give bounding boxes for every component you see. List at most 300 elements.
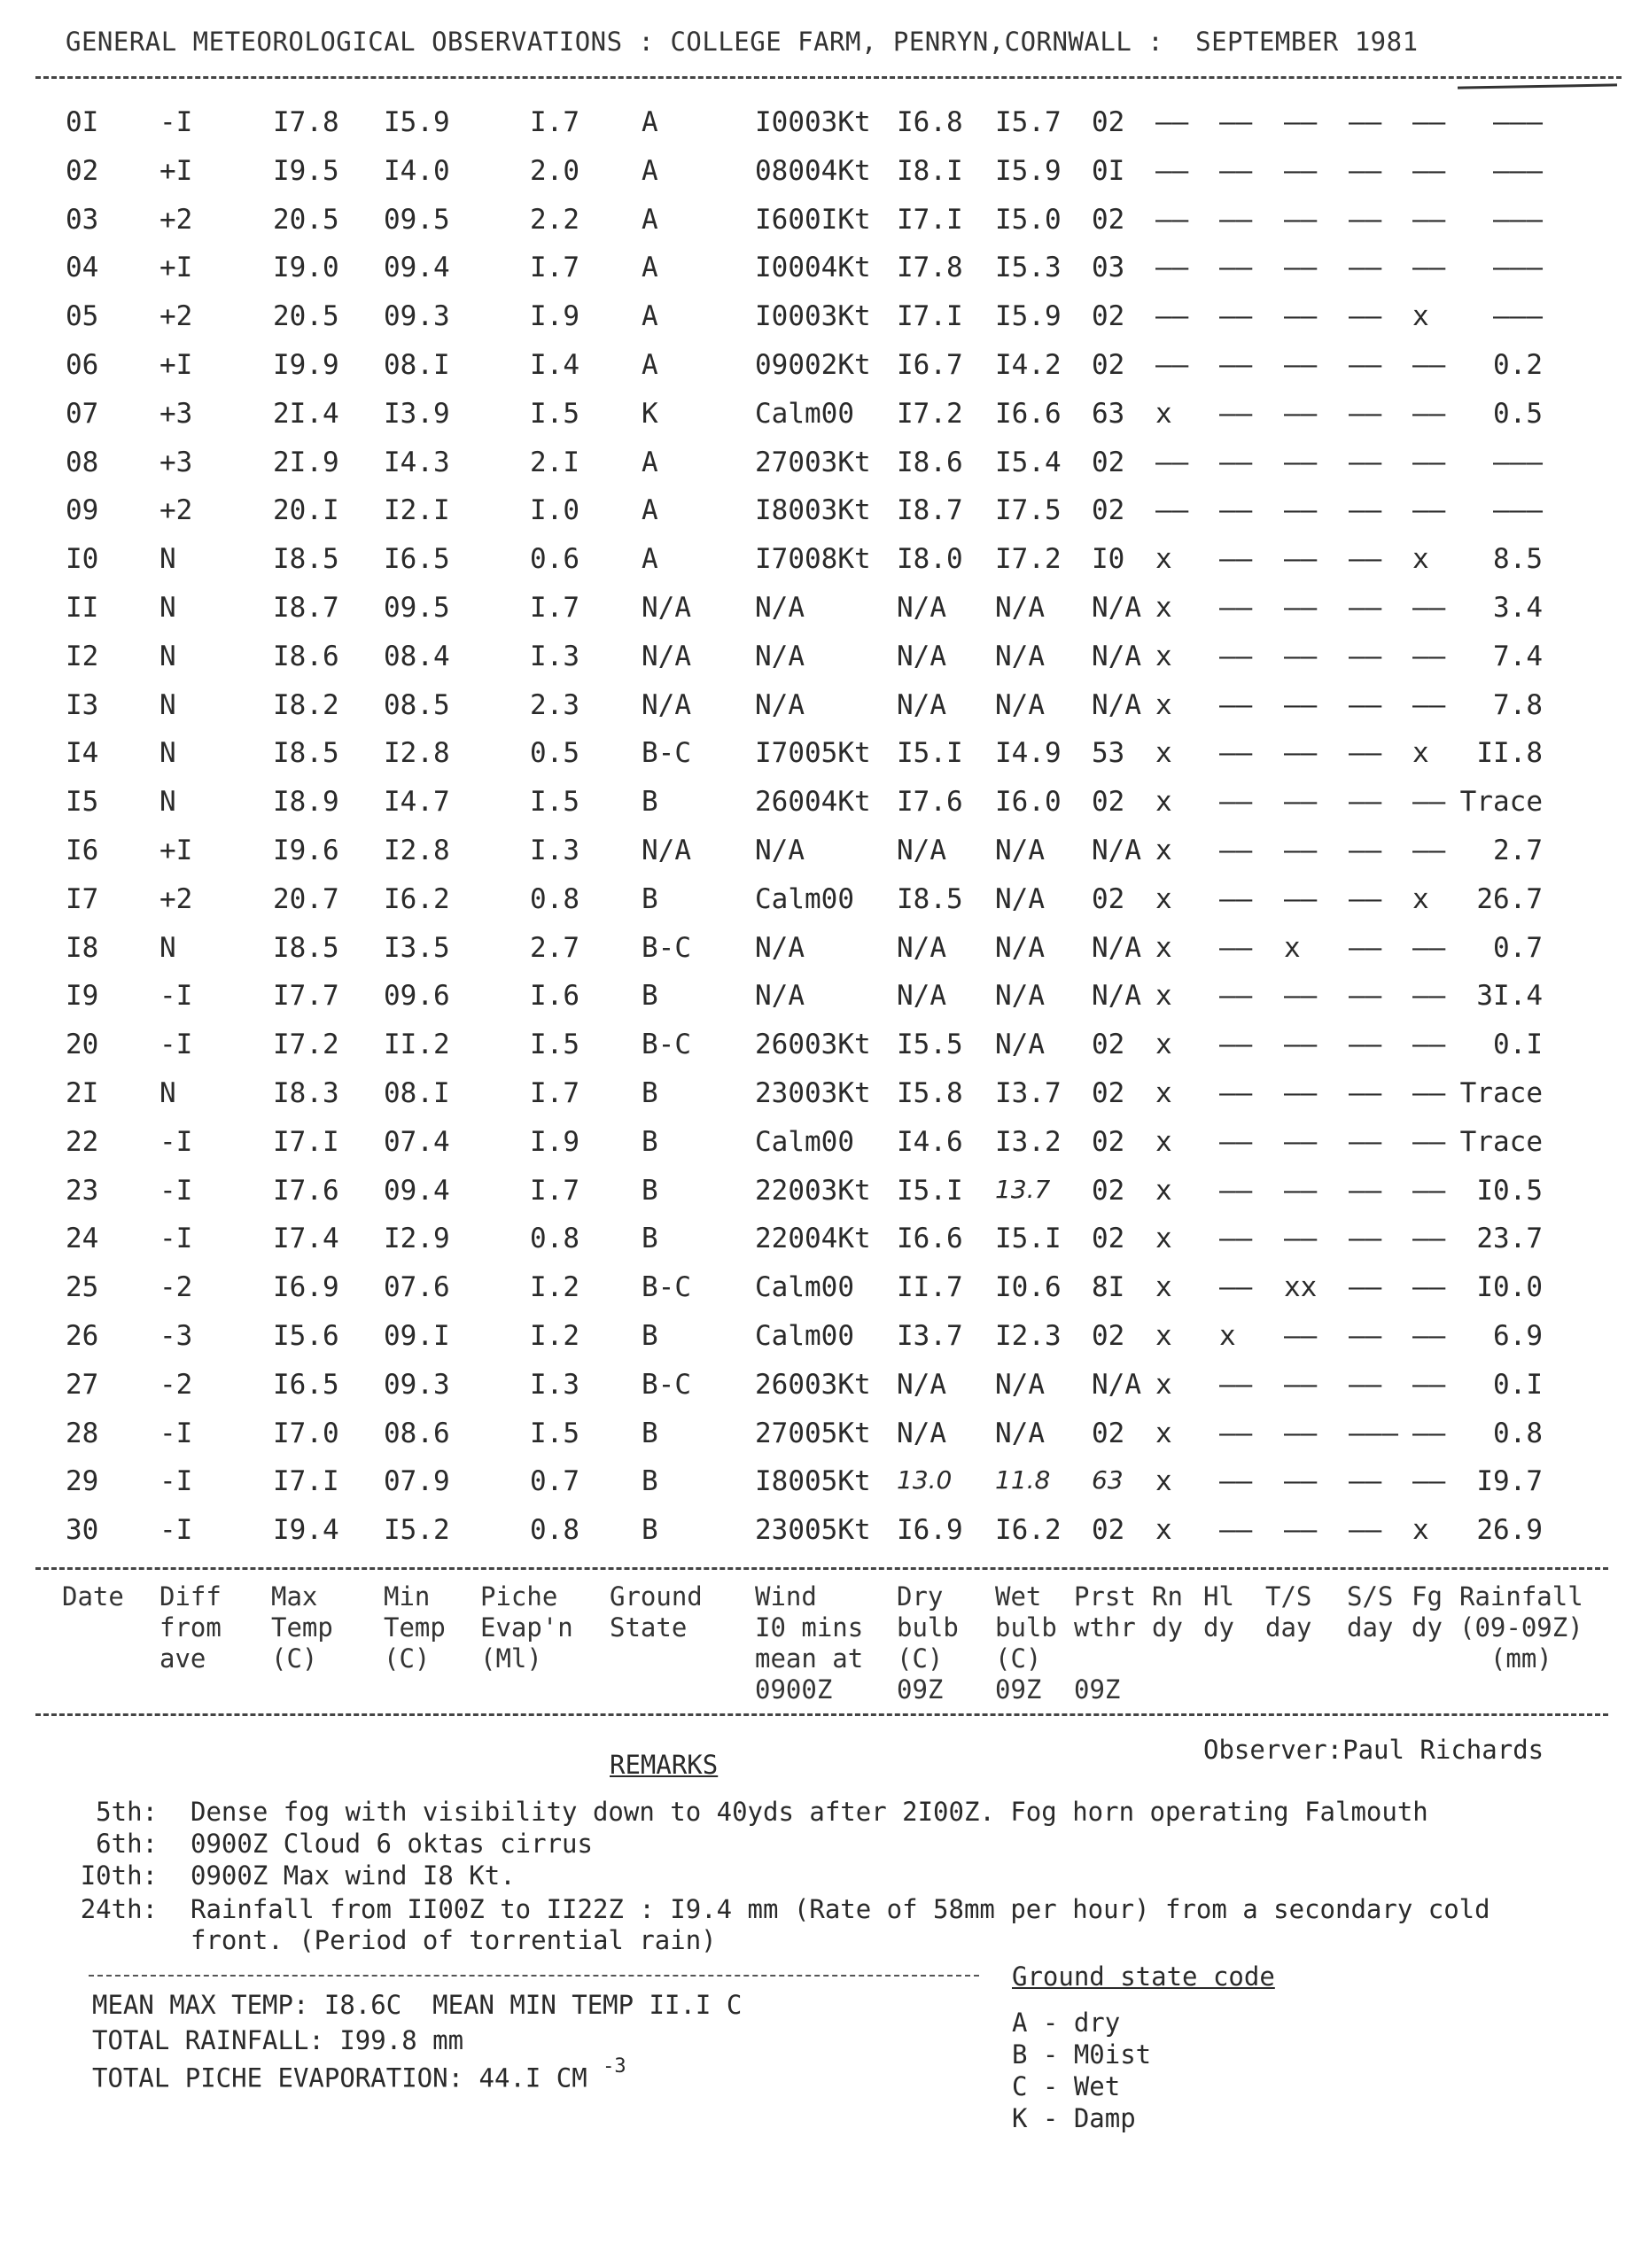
cell-wind: 26003Kt <box>755 1369 871 1401</box>
cell-dry: N/A <box>897 1418 946 1449</box>
cell-evap: 2.0 <box>530 155 579 187</box>
cell-evap: I.9 <box>530 1126 579 1158</box>
observer-name: Observer:Paul Richards <box>1203 1735 1544 1765</box>
cell-ts: —— <box>1284 204 1318 236</box>
cell-prst: 02 <box>1092 1175 1125 1207</box>
cell-hl: —— <box>1219 592 1253 624</box>
ground-state-code: B - M0ist <box>1012 2039 1152 2070</box>
cell-wet: I5.0 <box>995 204 1062 236</box>
cell-date: I7 <box>66 883 99 915</box>
cell-min: 07.9 <box>384 1465 450 1497</box>
cell-evap: 2.7 <box>530 932 579 964</box>
cell-wet: I0.6 <box>995 1271 1062 1303</box>
cell-fg: x <box>1412 300 1429 332</box>
cell-gs: B <box>642 786 658 818</box>
cell-wind: I8003Kt <box>755 494 871 526</box>
cell-diff: +2 <box>159 204 193 236</box>
cell-rn: x <box>1155 1514 1172 1546</box>
col-header-evap: Piche Evap'n (Ml) <box>480 1581 573 1674</box>
cell-prst: 02 <box>1092 300 1125 332</box>
cell-evap: I.7 <box>530 1175 579 1207</box>
cell-gs: N/A <box>642 689 691 721</box>
cell-rn: —— <box>1155 204 1189 236</box>
cell-evap: I.7 <box>530 1077 579 1109</box>
cell-wet: N/A <box>995 932 1045 964</box>
cell-min: I2.I <box>384 494 450 526</box>
cell-diff: -3 <box>159 1320 193 1352</box>
cell-prst: 02 <box>1092 1223 1125 1254</box>
cell-wind: Calm00 <box>755 883 854 915</box>
remark-day: 24th: <box>80 1894 158 1924</box>
cell-max: I6.5 <box>273 1369 339 1401</box>
cell-prst: N/A <box>1092 592 1141 624</box>
cell-gs: N/A <box>642 641 691 672</box>
cell-wet: I5.4 <box>995 447 1062 478</box>
cell-gs: A <box>642 543 658 575</box>
cell-gs: B <box>642 1126 658 1158</box>
table-row <box>0 494 1649 540</box>
cell-rain: ——— <box>1493 494 1543 526</box>
cell-rn: —— <box>1155 494 1189 526</box>
cell-date: I9 <box>66 980 99 1012</box>
table-bottom-rule <box>35 1567 1608 1570</box>
col-header-rain-day: Rn dy <box>1152 1581 1183 1643</box>
cell-evap: I.7 <box>530 592 579 624</box>
cell-ss: —— <box>1349 1029 1382 1060</box>
cell-ts: —— <box>1284 1223 1318 1254</box>
cell-ts: —— <box>1284 543 1318 575</box>
cell-ts: —— <box>1284 786 1318 818</box>
cell-ts: —— <box>1284 1077 1318 1109</box>
cell-prst: 02 <box>1092 1077 1125 1109</box>
cell-evap: I.3 <box>530 1369 579 1401</box>
cell-wet: N/A <box>995 1418 1045 1449</box>
cell-dry: I7.2 <box>897 398 963 430</box>
cell-ts: —— <box>1284 447 1318 478</box>
cell-ss: —— <box>1349 689 1382 721</box>
cell-date: 28 <box>66 1418 99 1449</box>
cell-rn: —— <box>1155 349 1189 381</box>
cell-diff: +2 <box>159 883 193 915</box>
table-row <box>0 980 1649 1026</box>
cell-rain: 6.9 <box>1493 1320 1543 1352</box>
cell-min: 09.5 <box>384 592 450 624</box>
cell-wet: I6.6 <box>995 398 1062 430</box>
cell-date: 23 <box>66 1175 99 1207</box>
cell-ss: —— <box>1349 1514 1382 1546</box>
cell-dry: N/A <box>897 980 946 1012</box>
cell-date: II <box>66 592 99 624</box>
cell-rn: x <box>1155 835 1172 866</box>
cell-wet: I6.0 <box>995 786 1062 818</box>
cell-evap: I.3 <box>530 641 579 672</box>
cell-ss: —— <box>1349 1175 1382 1207</box>
cell-rn: —— <box>1155 447 1189 478</box>
cell-ss: —— <box>1349 106 1382 138</box>
cell-fg: —— <box>1412 592 1446 624</box>
cell-min: I4.7 <box>384 786 450 818</box>
cell-max: 2I.4 <box>273 398 339 430</box>
cell-prst: N/A <box>1092 835 1141 866</box>
cell-rain: ——— <box>1493 447 1543 478</box>
cell-min: II.2 <box>384 1029 450 1060</box>
cell-fg: —— <box>1412 1126 1446 1158</box>
cell-max: I8.7 <box>273 592 339 624</box>
cell-ts: —— <box>1284 980 1318 1012</box>
cell-ss: ——— <box>1349 1418 1398 1449</box>
cell-date: I0 <box>66 543 99 575</box>
table-row <box>0 447 1649 493</box>
cell-ts: —— <box>1284 1175 1318 1207</box>
cell-rain: 0.5 <box>1493 398 1543 430</box>
cell-rain: 3I.4 <box>1476 980 1543 1012</box>
cell-rain: 7.4 <box>1493 641 1543 672</box>
cell-min: I6.5 <box>384 543 450 575</box>
cell-wind: Calm00 <box>755 1271 854 1303</box>
cell-date: 20 <box>66 1029 99 1060</box>
table-row <box>0 1223 1649 1269</box>
cell-hl: —— <box>1219 1077 1253 1109</box>
cell-min: I5.2 <box>384 1514 450 1546</box>
cell-fg: —— <box>1412 349 1446 381</box>
cell-hl: —— <box>1219 1029 1253 1060</box>
cell-rain: ——— <box>1493 204 1543 236</box>
cell-diff: +2 <box>159 300 193 332</box>
cell-hl: —— <box>1219 641 1253 672</box>
cell-prst: 53 <box>1092 737 1125 769</box>
cell-max: I8.2 <box>273 689 339 721</box>
cell-max: I9.9 <box>273 349 339 381</box>
table-row <box>0 1271 1649 1317</box>
ground-state-code: A - dry <box>1012 2008 1121 2038</box>
summary-total-evaporation <box>92 2055 626 2093</box>
cell-wet: N/A <box>995 835 1045 866</box>
cell-ts: x <box>1284 932 1301 964</box>
cell-hl: —— <box>1219 1271 1253 1303</box>
cell-prst: 02 <box>1092 349 1125 381</box>
top-rule <box>35 76 1622 79</box>
cell-rn: x <box>1155 1077 1172 1109</box>
cell-gs: B <box>642 1465 658 1497</box>
cell-prst: I0 <box>1092 543 1125 575</box>
cell-prst: N/A <box>1092 980 1141 1012</box>
cell-prst: 63 <box>1092 1465 1124 1495</box>
remarks-title: REMARKS <box>610 1750 719 1780</box>
cell-min: 09.3 <box>384 300 450 332</box>
cell-min: 08.4 <box>384 641 450 672</box>
cell-wind: 08004Kt <box>755 155 871 187</box>
cell-max: 2I.9 <box>273 447 339 478</box>
cell-evap: I.6 <box>530 980 579 1012</box>
cell-rain: 23.7 <box>1476 1223 1543 1254</box>
cell-max: I9.4 <box>273 1514 339 1546</box>
cell-dry: I5.5 <box>897 1029 963 1060</box>
cell-diff: +I <box>159 349 193 381</box>
cell-max: I7.8 <box>273 106 339 138</box>
cell-hl: —— <box>1219 1369 1253 1401</box>
cell-gs: N/A <box>642 835 691 866</box>
cell-ts: —— <box>1284 592 1318 624</box>
col-header-wind: Wind I0 mins mean at 0900Z <box>755 1581 864 1705</box>
cell-hl: —— <box>1219 447 1253 478</box>
cell-ss: —— <box>1349 883 1382 915</box>
sheet-title: GENERAL METEOROLOGICAL OBSERVATIONS : COLLEGE FARM, PENRYN,CORNWALL : SEPTEMBER 1981 <box>66 27 1419 57</box>
cell-rn: x <box>1155 1175 1172 1207</box>
cell-date: 26 <box>66 1320 99 1352</box>
cell-dry: N/A <box>897 641 946 672</box>
cell-fg: —— <box>1412 106 1446 138</box>
cell-min: I2.8 <box>384 737 450 769</box>
cell-gs: A <box>642 447 658 478</box>
cell-gs: B <box>642 980 658 1012</box>
cell-dry: I6.9 <box>897 1514 963 1546</box>
summary-rule <box>89 1975 979 1977</box>
cell-ts: —— <box>1284 689 1318 721</box>
col-header-snow-sleet-day: S/S day <box>1347 1581 1394 1643</box>
cell-dry: I7.6 <box>897 786 963 818</box>
cell-rain: 0.7 <box>1493 932 1543 964</box>
table-row <box>0 1418 1649 1464</box>
cell-max: I8.6 <box>273 641 339 672</box>
cell-fg: —— <box>1412 1029 1446 1060</box>
cell-max: I5.6 <box>273 1320 339 1352</box>
cell-ss: —— <box>1349 1271 1382 1303</box>
remark-day: I0th: <box>80 1860 158 1891</box>
cell-prst: 02 <box>1092 1320 1125 1352</box>
cell-date: 22 <box>66 1126 99 1158</box>
cell-prst: 02 <box>1092 1514 1125 1546</box>
cell-min: 08.I <box>384 1077 450 1109</box>
cell-rn: x <box>1155 786 1172 818</box>
cell-diff: +2 <box>159 494 193 526</box>
cell-fg: —— <box>1412 1271 1446 1303</box>
cell-diff: -I <box>159 1175 193 1207</box>
cell-gs: B <box>642 1418 658 1449</box>
cell-wind: Calm00 <box>755 1320 854 1352</box>
cell-rn: x <box>1155 1320 1172 1352</box>
cell-dry: N/A <box>897 932 946 964</box>
cell-diff: +I <box>159 835 193 866</box>
cell-dry: I7.8 <box>897 252 963 284</box>
cell-dry: N/A <box>897 689 946 721</box>
cell-dry: I5.8 <box>897 1077 963 1109</box>
cell-diff: N <box>159 737 176 769</box>
cell-hl: —— <box>1219 398 1253 430</box>
cell-ss: —— <box>1349 737 1382 769</box>
cell-rn: x <box>1155 932 1172 964</box>
cell-hl: —— <box>1219 932 1253 964</box>
cell-ss: —— <box>1349 349 1382 381</box>
cell-wind: I0004Kt <box>755 252 871 284</box>
cell-ss: —— <box>1349 204 1382 236</box>
cell-ss: —— <box>1349 592 1382 624</box>
cell-gs: A <box>642 106 658 138</box>
cell-evap: I.2 <box>530 1271 579 1303</box>
cell-min: 07.6 <box>384 1271 450 1303</box>
cell-date: 2I <box>66 1077 99 1109</box>
cell-dry: I4.6 <box>897 1126 963 1158</box>
cell-min: I2.8 <box>384 835 450 866</box>
evaporation-value: TOTAL PICHE EVAPORATION: 44.I CM <box>92 2062 587 2093</box>
cell-date: I5 <box>66 786 99 818</box>
table-row <box>0 1465 1649 1511</box>
cell-dry: I6.6 <box>897 1223 963 1254</box>
cell-prst: 02 <box>1092 1418 1125 1449</box>
cell-rain: ——— <box>1493 155 1543 187</box>
cell-wet: N/A <box>995 689 1045 721</box>
cell-wind: I0003Kt <box>755 106 871 138</box>
cell-gs: A <box>642 252 658 284</box>
table-row <box>0 883 1649 929</box>
cell-evap: I.3 <box>530 835 579 866</box>
cell-rn: —— <box>1155 155 1189 187</box>
cell-dry: I8.I <box>897 155 963 187</box>
cell-diff: N <box>159 932 176 964</box>
cell-evap: 0.8 <box>530 1514 579 1546</box>
table-row <box>0 737 1649 783</box>
cell-wind: I0003Kt <box>755 300 871 332</box>
cell-evap: 2.2 <box>530 204 579 236</box>
cell-rn: x <box>1155 1271 1172 1303</box>
cell-dry: I8.7 <box>897 494 963 526</box>
cell-ts: —— <box>1284 835 1318 866</box>
cell-prst: N/A <box>1092 641 1141 672</box>
cell-hl: —— <box>1219 1175 1253 1207</box>
cell-diff: +3 <box>159 447 193 478</box>
cell-rn: —— <box>1155 106 1189 138</box>
cell-hl: —— <box>1219 300 1253 332</box>
cell-dry: I7.I <box>897 204 963 236</box>
cell-gs: A <box>642 204 658 236</box>
cell-rain: 3.4 <box>1493 592 1543 624</box>
cell-ts: —— <box>1284 155 1318 187</box>
cell-fg: —— <box>1412 980 1446 1012</box>
cell-fg: —— <box>1412 641 1446 672</box>
cell-gs: A <box>642 349 658 381</box>
cell-date: 29 <box>66 1465 99 1497</box>
cell-gs: B <box>642 1320 658 1352</box>
cell-min: I3.5 <box>384 932 450 964</box>
cell-min: 09.I <box>384 1320 450 1352</box>
cell-min: 08.I <box>384 349 450 381</box>
cell-rn: —— <box>1155 252 1189 284</box>
cell-fg: x <box>1412 1514 1429 1546</box>
cell-wind: I7005Kt <box>755 737 871 769</box>
cell-prst: 8I <box>1092 1271 1125 1303</box>
table-row <box>0 543 1649 589</box>
cell-date: 07 <box>66 398 99 430</box>
cell-gs: B <box>642 883 658 915</box>
cell-dry: I8.5 <box>897 883 963 915</box>
cell-ss: —— <box>1349 835 1382 866</box>
cell-rn: x <box>1155 1126 1172 1158</box>
cell-ts: —— <box>1284 1126 1318 1158</box>
cell-wet: I5.3 <box>995 252 1062 284</box>
cell-gs: B-C <box>642 1029 691 1060</box>
table-row <box>0 1077 1649 1123</box>
cell-ss: —— <box>1349 300 1382 332</box>
table-row <box>0 349 1649 395</box>
cell-rain: 8.5 <box>1493 543 1543 575</box>
table-row <box>0 398 1649 444</box>
remark-text: Rainfall from II00Z to II22Z : I9.4 mm (Rate of 58mm per hour) from a secondary cold front. (Period of torrential rain) <box>191 1894 1490 1955</box>
cell-prst: 02 <box>1092 106 1125 138</box>
cell-rain: 0.I <box>1493 1029 1543 1060</box>
cell-max: I7.4 <box>273 1223 339 1254</box>
cell-hl: —— <box>1219 980 1253 1012</box>
cell-gs: B-C <box>642 1271 691 1303</box>
cell-date: I3 <box>66 689 99 721</box>
cell-diff: -I <box>159 1126 193 1158</box>
cell-dry: I6.7 <box>897 349 963 381</box>
cell-ts: —— <box>1284 1369 1318 1401</box>
cell-hl: —— <box>1219 1514 1253 1546</box>
cell-wind: N/A <box>755 641 805 672</box>
cell-wet: I3.7 <box>995 1077 1062 1109</box>
cell-fg: —— <box>1412 932 1446 964</box>
cell-wet: I7.2 <box>995 543 1062 575</box>
cell-diff: N <box>159 543 176 575</box>
cell-wet: 11.8 <box>995 1465 1051 1495</box>
margin-mark <box>1458 83 1617 89</box>
cell-gs: A <box>642 494 658 526</box>
cell-wind: N/A <box>755 980 805 1012</box>
col-header-dry-bulb: Dry bulb (C) 09Z <box>897 1581 959 1705</box>
cell-diff: -2 <box>159 1369 193 1401</box>
cell-max: I8.5 <box>273 932 339 964</box>
col-header-ground-state: Ground State <box>610 1581 703 1643</box>
cell-prst: 0I <box>1092 155 1125 187</box>
cell-max: I8.5 <box>273 543 339 575</box>
cell-fg: —— <box>1412 155 1446 187</box>
cell-ts: xx <box>1284 1271 1318 1303</box>
cell-max: 20.I <box>273 494 339 526</box>
cell-rain: Trace <box>1459 1126 1543 1158</box>
table-row <box>0 1369 1649 1415</box>
cell-diff: +I <box>159 252 193 284</box>
cell-ts: —— <box>1284 883 1318 915</box>
cell-wet: I2.3 <box>995 1320 1062 1352</box>
cell-evap: 2.3 <box>530 689 579 721</box>
cell-date: 25 <box>66 1271 99 1303</box>
ground-state-code: K - Damp <box>1012 2103 1136 2133</box>
cell-max: I7.6 <box>273 1175 339 1207</box>
cell-ss: —— <box>1349 1320 1382 1352</box>
table-row <box>0 1175 1649 1221</box>
cell-wind: 23005Kt <box>755 1514 871 1546</box>
cell-gs: B <box>642 1175 658 1207</box>
remark-day: 5th: <box>96 1797 158 1827</box>
cell-wind: 23003Kt <box>755 1077 871 1109</box>
cell-date: 08 <box>66 447 99 478</box>
cell-ss: —— <box>1349 1369 1382 1401</box>
cell-wind: 09002Kt <box>755 349 871 381</box>
cell-rn: x <box>1155 592 1172 624</box>
cell-prst: 63 <box>1092 398 1125 430</box>
cell-max: I7.2 <box>273 1029 339 1060</box>
cell-evap: I.2 <box>530 1320 579 1352</box>
cell-gs: N/A <box>642 592 691 624</box>
cell-prst: 02 <box>1092 494 1125 526</box>
cell-rain: 7.8 <box>1493 689 1543 721</box>
cell-date: 27 <box>66 1369 99 1401</box>
cell-gs: B-C <box>642 1369 691 1401</box>
cell-ts: —— <box>1284 106 1318 138</box>
remark-text: 0900Z Cloud 6 oktas cirrus <box>191 1829 593 1859</box>
cell-dry: 13.0 <box>897 1465 953 1495</box>
cell-evap: I.5 <box>530 398 579 430</box>
cell-hl: —— <box>1219 1126 1253 1158</box>
